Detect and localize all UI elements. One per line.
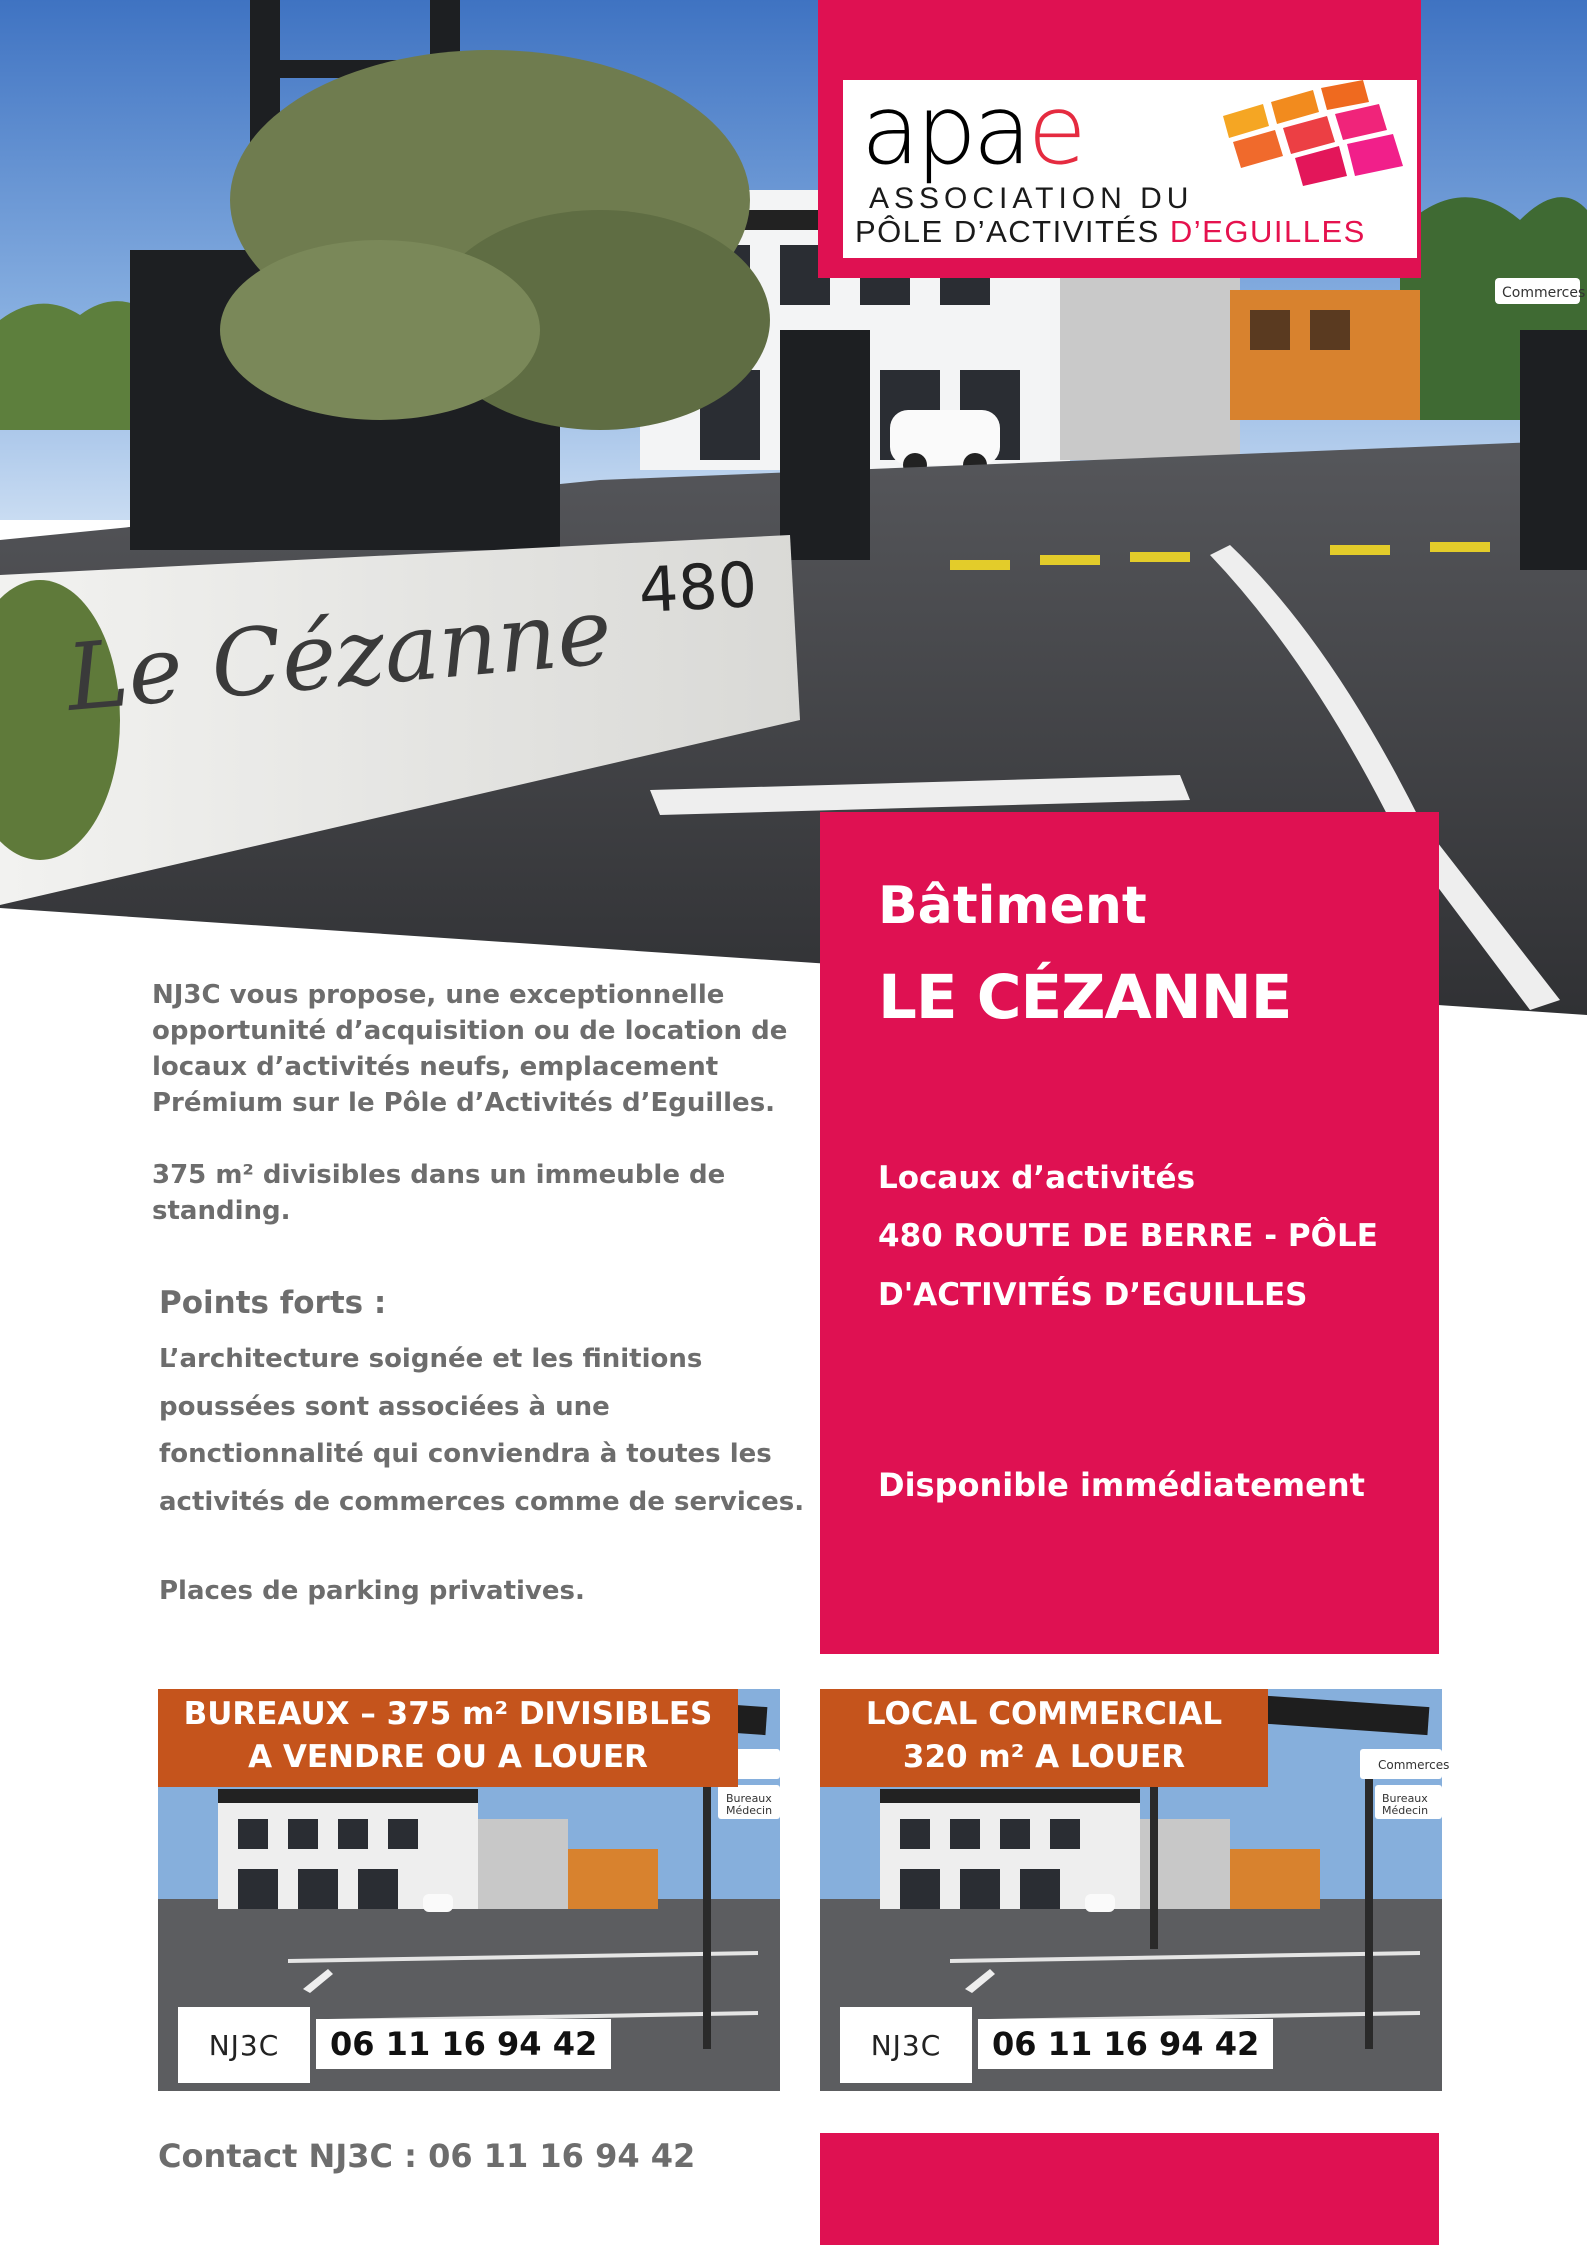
points-forts-line: L’architecture soignée et les finitions (159, 1344, 703, 1374)
logo-line-2: PÔLE D’ACTIVITÉS (855, 214, 1170, 249)
contact-line: Contact NJ3C : 06 11 16 94 42 (158, 2137, 696, 2175)
intro-line: NJ3C vous propose, une exceptionnelle (152, 980, 725, 1010)
surface-line: 375 m² divisibles dans un immeuble de (152, 1160, 726, 1190)
subtitle: Locaux d’activités (878, 1160, 1196, 1196)
intro-line: Prémium sur le Pôle d’Activités d’Eguilles. (152, 1088, 776, 1118)
address-line-1: 480 ROUTE DE BERRE - PÔLE (878, 1218, 1378, 1254)
ad-banner-line-1: LOCAL COMMERCIAL (865, 1696, 1223, 1732)
hero-road-sign: Commerces (1502, 285, 1586, 301)
logo-line-2-red: D’EGUILLES (1169, 214, 1366, 249)
points-forts-line: poussées sont associées à une (159, 1392, 610, 1422)
ad-banner (820, 1689, 1268, 1787)
ad-road-sign: Médecin (726, 1804, 773, 1817)
logo-word: apa (861, 74, 1028, 186)
hero-sign-number: 480 (636, 547, 759, 627)
footer-red-block (820, 2133, 1439, 2245)
ad-card-commercial (820, 1689, 1450, 2091)
nj3c-logo: NJ3C (178, 2007, 310, 2083)
intro-line: locaux d’activités neufs, emplacement (152, 1052, 719, 1082)
ad-phone: 06 11 16 94 42 (978, 2019, 1273, 2069)
ad-banner-line-1: BUREAUX – 375 m² DIVISIBLES (183, 1696, 713, 1732)
points-forts-line: fonctionnalité qui conviendra à toutes les (159, 1439, 772, 1469)
title-line-2: LE CÉZANNE (878, 962, 1292, 1033)
logo-word-e: e (1027, 74, 1083, 186)
logo-tiles-icon (1203, 86, 1413, 186)
parking-line: Places de parking privatives. (159, 1576, 585, 1606)
nj3c-logo: NJ3C (840, 2007, 972, 2083)
intro-line: opportunité d’acquisition ou de location de (152, 1016, 788, 1046)
apae-logo (843, 74, 1417, 258)
ad-card-offices (158, 1689, 780, 2091)
hero-sign-text: Le Cézanne (62, 577, 616, 732)
logo-line-1: ASSOCIATION DU (869, 182, 1194, 215)
ad-banner (158, 1689, 738, 1787)
title-block (820, 812, 1439, 1654)
ad-road-sign: Bureaux (1382, 1792, 1428, 1805)
title-line-1: Bâtiment (878, 876, 1147, 936)
ad-road-sign: Médecin (1382, 1804, 1429, 1817)
surface-line: standing. (152, 1196, 291, 1226)
ad-road-sign: Bureaux (726, 1792, 772, 1805)
points-forts-line: activités de commerces comme de services. (159, 1487, 805, 1517)
address-line-2: D'ACTIVITÉS D’EGUILLES (878, 1277, 1308, 1313)
ad-phone: 06 11 16 94 42 (316, 2019, 611, 2069)
ad-banner-line-2: A VENDRE OU A LOUER (248, 1739, 648, 1775)
ad-road-sign: Commerces (1378, 1758, 1450, 1772)
availability: Disponible immédiatement (878, 1466, 1365, 1504)
ad-banner-line-2: 320 m² A LOUER (902, 1739, 1186, 1775)
points-forts-title: Points forts : (159, 1285, 387, 1321)
